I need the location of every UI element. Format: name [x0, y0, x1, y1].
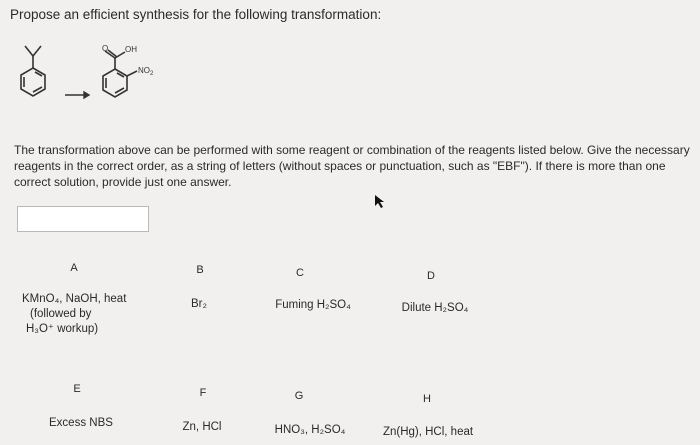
oh-label: OH: [125, 45, 137, 54]
reagent-line: Zn(Hg), HCl, heat: [382, 426, 474, 438]
reagent-line: HNO₃, H₂SO₄: [274, 424, 346, 436]
option-reagent-g: [275, 423, 346, 438]
svg-text:NO2: $NO_2$: [138, 66, 154, 77]
reagent-line: Zn, HCl: [182, 421, 222, 433]
option-reagent-f: [183, 420, 222, 435]
option-reagent-b: [191, 297, 207, 312]
option-letter-b: B: [196, 264, 204, 276]
option-reagent-d: [402, 301, 469, 316]
reagent-line: Excess NBS: [49, 417, 113, 429]
option-reagent-e: [49, 416, 113, 431]
option-letter-h: H: [423, 393, 431, 405]
answer-input[interactable]: [17, 206, 149, 232]
reaction-arrow: [65, 92, 89, 98]
reagent-line: Dilute H₂SO₄: [401, 302, 469, 314]
option-reagent-a: [22, 292, 126, 337]
reagent-line: Fuming H₂SO₄: [275, 299, 351, 311]
option-letter-c: C: [296, 267, 304, 279]
reagent-line: KMnO₄, NaOH, heat: [22, 293, 127, 305]
mouse-cursor-icon: [373, 195, 385, 209]
option-letter-a: A: [70, 262, 78, 274]
reagent-line: H₃O⁺ workup): [26, 323, 99, 335]
option-letter-e: E: [73, 383, 81, 395]
option-letter-g: G: [294, 390, 304, 402]
reagent-line: (followed by: [30, 308, 92, 320]
option-letter-d: D: [427, 270, 435, 282]
starting-material-isopropylbenzene: [21, 46, 45, 96]
option-letter-f: F: [199, 387, 207, 399]
reaction-scheme: [5, 38, 200, 120]
no2-label: NO: [138, 66, 150, 75]
option-reagent-h: [383, 425, 473, 440]
question-prompt: Propose an efficient synthesis for the following transformation:: [10, 7, 382, 22]
product-nitrobenzoic-acid: [103, 50, 137, 97]
svg-text:O: O: [102, 44, 109, 53]
option-reagent-c: [275, 298, 351, 313]
reagent-line: Br₂: [191, 298, 207, 310]
instructions-text: The transformation above can be performed with some reagent or combination of the reagents listed below. Give the necessary reagents in the correct order, as a string of letters (without spaces or punctuation, such as "EBF"). If there is more than one correct solution, provide just one answer.: [14, 143, 690, 189]
